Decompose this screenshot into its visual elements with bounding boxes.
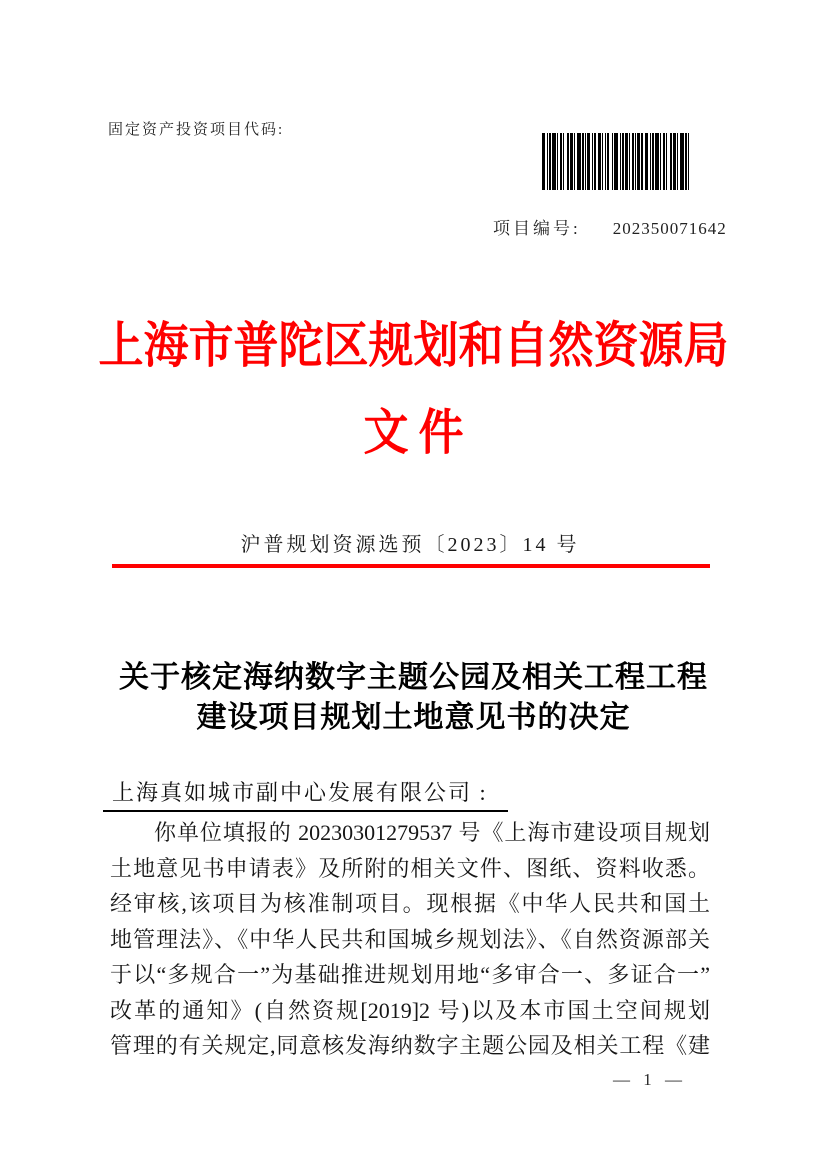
body-line: 管理的有关规定,同意核发海纳数字主题公园及相关工程《建 [110,1033,710,1058]
document-reference-number: 沪普规划资源选预〔2023〕14 号 [240,534,580,556]
body-line: 于以“多规合一”为基础推进规划用地“多审合一、多证合一” [110,962,710,987]
red-divider-rule [112,564,710,568]
body-line: 地管理法》、《中华人民共和国城乡规划法》、《自然资源部关 [110,926,710,952]
barcode [542,133,690,190]
body-line: 你单位填报的 20230301279537 号《上海市建设项目规划 [154,820,710,845]
masthead-document-word: 文件 [363,406,474,460]
project-code-label: 固定资产投资项目代码: [108,122,285,138]
body-line: 经审核,该项目为核准制项目。现根据《中华人民共和国土 [110,891,710,916]
page-number: — 1 — [613,1070,682,1089]
project-number-label: 项目编号: [493,219,581,238]
project-number-value: 202350071642 [612,219,727,238]
body-line: 土地意见书申请表》及所附的相关文件、图纸、资料收悉。 [110,855,710,881]
agency-masthead [60,318,767,461]
agency-name: 上海市普陀区规划和自然资源局 [98,319,729,373]
body-line: 改革的通知》(自然资规[2019]2 号)以及本市国土空间规划 [110,997,710,1023]
recipient-line [103,776,508,812]
document-title-line1: 关于核定海纳数字主题公园及相关工程工程 [119,661,708,694]
document-title-line2: 建设项目规划土地意见书的决定 [196,701,631,734]
body-paragraph [110,815,710,1064]
project-number-row [493,214,727,239]
recipient-name: 上海真如城市副中心发展有限公司 : [103,776,508,812]
document-title [80,658,747,738]
